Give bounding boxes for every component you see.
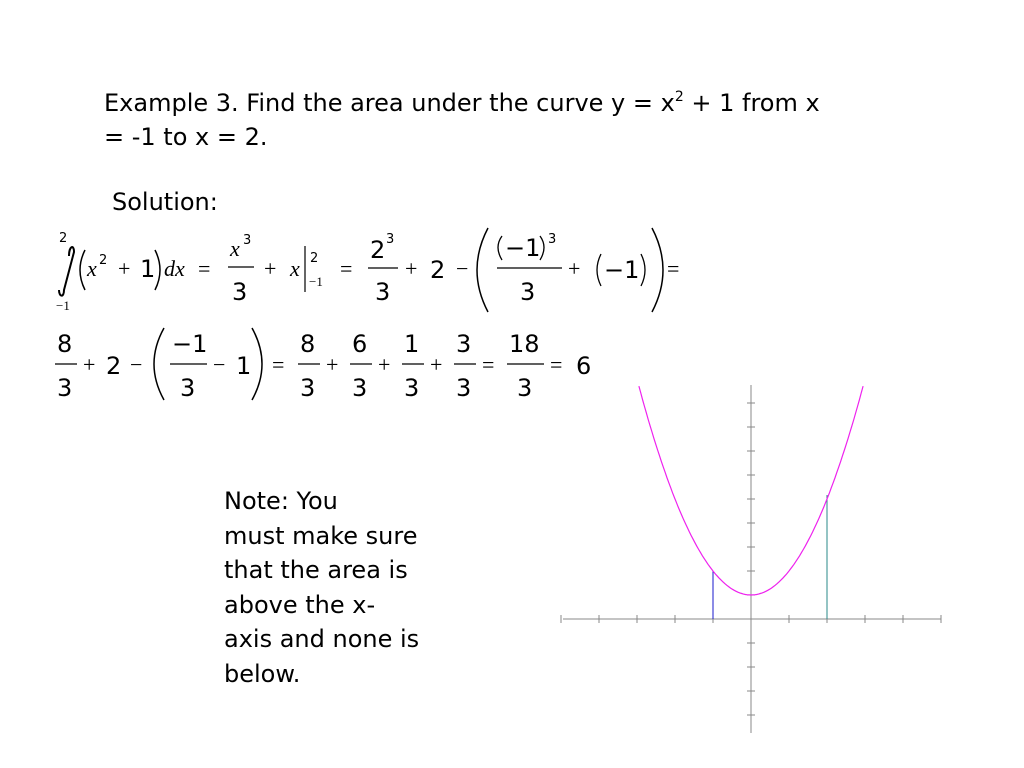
minus-sign: − <box>456 256 469 281</box>
anti-numerator-exp: 3 <box>243 233 252 248</box>
frac-g-numerator: 1 <box>404 330 420 358</box>
note-text <box>224 484 444 691</box>
result: 6 <box>576 352 592 380</box>
neg-one: −1 <box>604 256 640 284</box>
paren-right <box>155 250 160 290</box>
solution-label: Solution: <box>112 188 218 216</box>
frac-c-denominator: 3 <box>180 374 196 402</box>
frac-a-numerator: 8 <box>57 330 73 358</box>
note-line: below. <box>224 659 301 688</box>
title-text: Example 3. Find the area under the curve y = x <box>104 89 675 117</box>
f1-numerator-base: 2 <box>370 236 386 264</box>
equals-sign: = <box>482 352 495 377</box>
f2-denominator: 3 <box>520 278 536 306</box>
f1-numerator-exp: 3 <box>386 232 395 247</box>
plus-sign: + <box>264 256 277 281</box>
f2-numerator-exp: 3 <box>548 232 557 247</box>
parabola-graph <box>561 385 941 733</box>
big-paren-left <box>154 328 164 400</box>
big-paren-right <box>652 228 663 312</box>
term-b: 2 <box>106 352 122 380</box>
title-exponent: 2 <box>674 89 684 105</box>
integral-sign <box>59 247 74 296</box>
minus-sign: − <box>213 352 226 377</box>
plus-sign: + <box>430 352 443 377</box>
plus-sign: + <box>568 256 581 281</box>
plus-sign: + <box>326 352 339 377</box>
note-line: must make sure <box>224 521 418 550</box>
plus-sign: + <box>405 256 418 281</box>
f1-denominator: 3 <box>375 278 391 306</box>
paren-left <box>80 250 85 290</box>
eval-upper-limit: 2 <box>310 251 319 266</box>
plus-sign: + <box>378 352 391 377</box>
frac-h-denominator: 3 <box>456 374 472 402</box>
frac-h-numerator: 3 <box>456 330 472 358</box>
integrand-var: x <box>87 256 97 281</box>
paren-left <box>597 254 601 286</box>
big-paren-left <box>477 228 488 312</box>
equals-sign: = <box>198 256 211 281</box>
equals-sign: = <box>272 352 285 377</box>
frac-e-denominator: 3 <box>300 374 316 402</box>
equals-sign: = <box>550 352 563 377</box>
eval-lower-limit: −1 <box>309 274 323 289</box>
anti-term: x <box>290 256 300 281</box>
plus-sign: + <box>83 352 96 377</box>
frac-g-denominator: 3 <box>404 374 420 402</box>
note-line: Note: You <box>224 487 338 515</box>
note-line: above the x- <box>224 590 376 619</box>
differential: dx <box>164 256 185 281</box>
equation-line-2 <box>55 328 591 402</box>
integral-upper-limit: 2 <box>59 231 68 246</box>
frac-f-numerator: 6 <box>352 330 368 358</box>
frac-a-denominator: 3 <box>57 374 73 402</box>
title-text-end: + 1 from x <box>683 89 820 117</box>
note-line: axis and none is <box>224 625 420 653</box>
frac-f-denominator: 3 <box>352 374 368 402</box>
paren-right <box>641 254 645 286</box>
paren-left <box>498 236 502 260</box>
plus-sign: + <box>118 256 131 281</box>
minus-sign: − <box>130 352 143 377</box>
title-line-2: = -1 to x = 2. <box>104 123 268 151</box>
anti-denominator: 3 <box>232 278 248 306</box>
f2-numerator-base: −1 <box>505 234 541 262</box>
equals-sign: = <box>340 256 353 281</box>
equals-sign: = <box>667 256 680 281</box>
big-paren-right <box>252 328 262 400</box>
frac-c-numerator: −1 <box>172 330 208 358</box>
frac-e-numerator: 8 <box>300 330 316 358</box>
note-line: that the area is <box>224 556 408 584</box>
term-d: 1 <box>236 352 252 380</box>
paren-right <box>540 236 544 260</box>
plus-two: 2 <box>430 256 446 284</box>
anti-numerator-var: x <box>230 236 240 261</box>
equation-line-1 <box>56 228 679 313</box>
frac-i-denominator: 3 <box>517 374 533 402</box>
frac-i-numerator: 18 <box>509 330 540 358</box>
integrand-exp: 2 <box>99 253 108 268</box>
integral-lower-limit: −1 <box>56 298 70 313</box>
integrand-const: 1 <box>140 255 156 283</box>
